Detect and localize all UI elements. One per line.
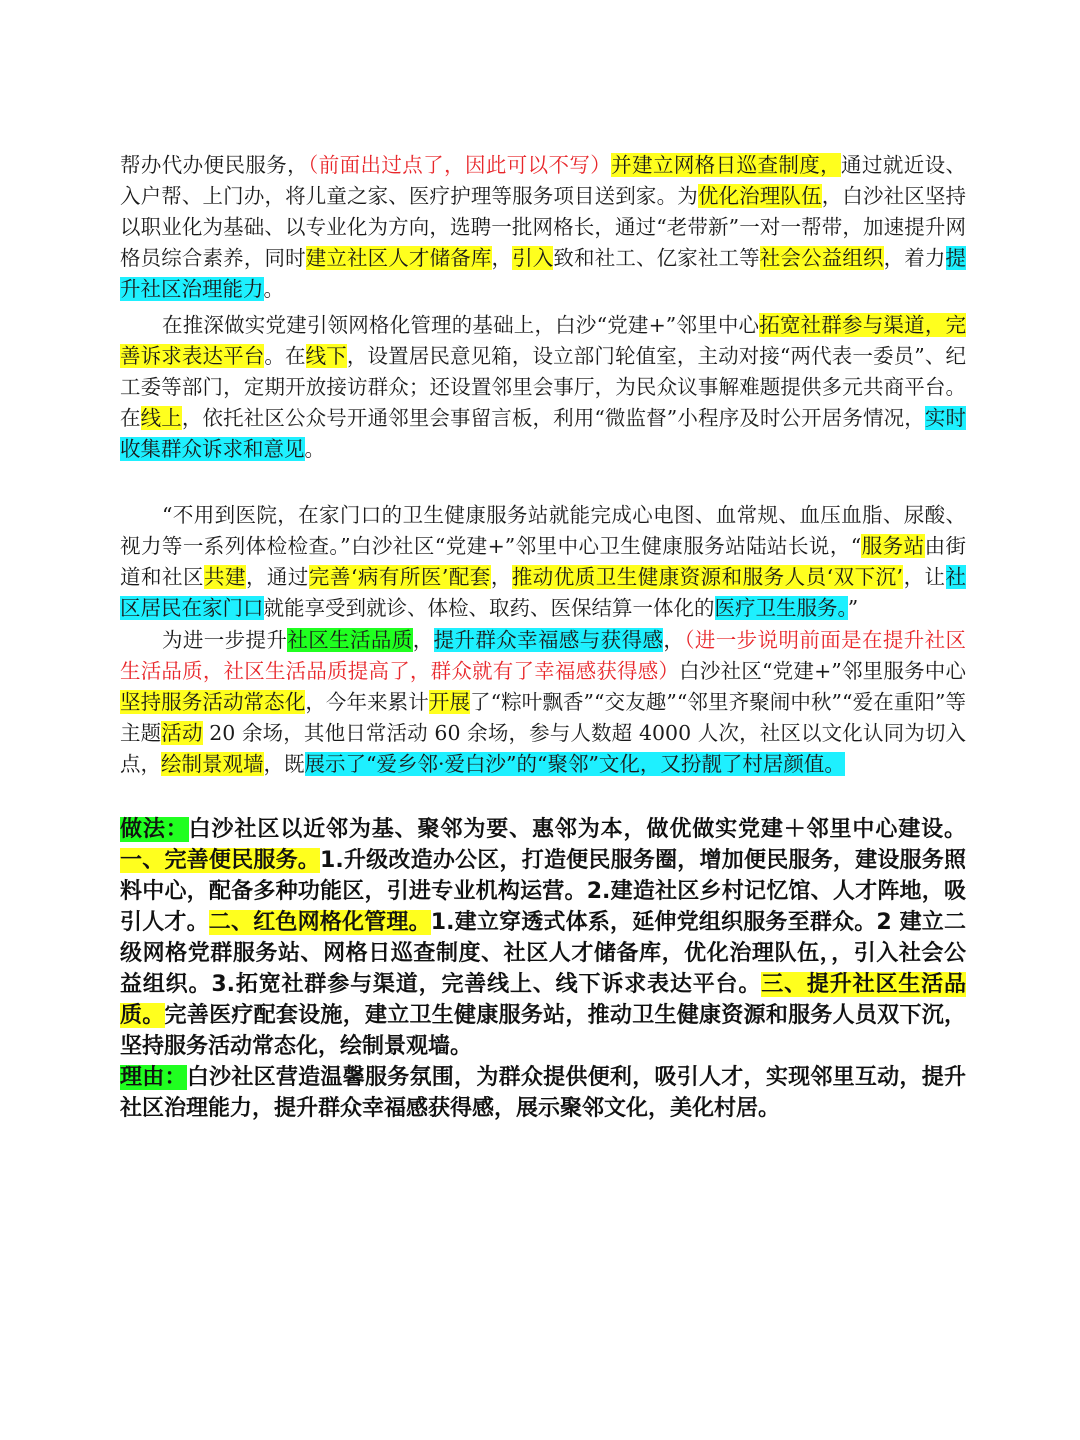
highlight-cyan: 社区居民在家门口 [120, 565, 967, 620]
text-run: ，依托社区公众号开通邻里会事留言板，利用“微监督”小程序及时公开居务情况， [181, 406, 925, 430]
highlight-yellow: 建立社区人才储备库 [305, 246, 492, 270]
highlight-yellow: 拓宽社群参与渠道，完善诉求表达平台 [120, 313, 967, 368]
text-run: 由街道和社区 [120, 534, 967, 589]
highlight-yellow: 绘制景观墙 [161, 752, 264, 776]
text-run: ，既 [263, 752, 305, 776]
text-run: 1.建立穿透式体系，延伸党组织服务至群众。2 建立二级网格党群服务站、网格日巡查制度、社区人才储备库，优化治理队伍，，引入社会公益组织。3.拓宽社群参与渠道，完善线上、线下诉求表达平台。 [120, 910, 966, 997]
summary-paragraph [120, 814, 966, 1124]
highlight-yellow: 社会公益组织 [759, 246, 884, 270]
text-run: ， [663, 628, 685, 652]
text-run: ，今年来累计 [305, 690, 429, 714]
text-run: 为进一步提升 [162, 628, 288, 652]
highlight-cyan: 展示了“爱乡邻·爱白沙”的“聚邻”文化，又扮靓了村居颜值。 [304, 752, 845, 776]
section-heading-2: 二、红色网格化管理。 [208, 910, 431, 935]
red-note: （进一步说明前面是在提升社区生活品质，社区生活品质提高了，群众就有了幸福感获得感） [120, 628, 967, 683]
text-run: ” [847, 596, 859, 620]
text-run: ，让 [903, 565, 946, 589]
text-run: ，通过 [245, 565, 309, 589]
highlight-yellow: 并建立网格日巡查制度， [611, 153, 842, 177]
highlight-yellow: 推动优质卫生健康资源和服务人员‘双下沉’ [511, 565, 904, 589]
text-run: 白沙社区“党建+”邻里服务中心 [679, 659, 967, 683]
highlight-yellow: 开展 [428, 690, 471, 714]
highlight-cyan: 提升群众幸福感与获得感 [433, 628, 664, 652]
paragraph-2 [120, 310, 966, 465]
text-run: 致和社工、亿家社工等 [553, 246, 760, 270]
text-run: 。在 [264, 344, 306, 368]
highlight-yellow: 坚持服务活动常态化 [120, 690, 306, 714]
text-run: 通过就近设、入户帮、上门办，将儿童之家、医疗护理等服务项目送到家。为 [120, 153, 967, 208]
red-note: （前面出过点了，因此可以不写） [308, 153, 612, 177]
label-reason: 理由： [120, 1065, 187, 1090]
highlight-yellow: 服务站 [861, 534, 925, 558]
highlight-yellow: 完善‘病有所医’配套 [308, 565, 491, 589]
text-run: 白沙社区营造温馨服务氛围，为群众提供便利，吸引人才，实现邻里互动，提升社区治理能力，提升群众幸福感获得感，展示聚邻文化，美化村居。 [120, 1065, 966, 1121]
text-run: ，白沙社区坚持以职业化为基础、以专业化为方向，选聘一批网格长，通过“老带新”一对一帮带，加速提升网格员综合素养，同时 [120, 184, 967, 270]
highlight-yellow: 引入 [512, 246, 554, 270]
text-run: 帮办代办便民服务， [120, 153, 309, 177]
text-run: ， [491, 246, 513, 270]
text-run: ，设置居民意见箱，设立部门轮值室，主动对接“两代表一委员”、纪工委等部门，定期开放接访群众；还设置邻里会事厅，为民众议事解难题提供多元共商平台。在 [120, 344, 966, 430]
highlight-cyan: 医疗卫生服务。 [714, 596, 848, 620]
label-method: 做法： [120, 817, 189, 842]
text-run: ，着力 [883, 246, 946, 270]
section-heading-1: 一、完善便民服务。 [120, 848, 321, 873]
text-run: 就能享受到就诊、体检、取药、医保结算一体化的 [263, 596, 715, 620]
highlight-yellow: 线上 [140, 406, 182, 430]
text-run: 了“粽叶飘香”“交友趣”“邻里齐聚闹中秋”“爱在重阳”等主题 [120, 690, 967, 745]
text-run: 。 [304, 437, 325, 461]
paragraph-3 [120, 500, 966, 624]
text-run: “不用到医院，在家门口的卫生健康服务站就能完成心电图、血常规、血压血脂、尿酸、视力等一系列体检检查。”白沙社区“党建+”邻里中心卫生健康服务站陆站长说，“ [120, 503, 966, 558]
highlight-yellow: 线下 [305, 344, 347, 368]
text-run: 。 [263, 277, 284, 301]
highlight-cyan: 提升社区治理能力 [120, 246, 967, 301]
text-run: 在推深做实党建引领网格化管理的基础上，白沙“党建+”邻里中心 [162, 313, 760, 337]
text-run: ， [490, 565, 512, 589]
highlight-yellow: 优化治理队伍 [697, 184, 822, 208]
highlight-yellow: 活动 [161, 721, 203, 745]
text-run: 白沙社区以近邻为基、聚邻为要、惠邻为本，做优做实党建＋邻里中心建设。 [188, 817, 966, 842]
paragraph-4 [120, 625, 966, 780]
highlight-green: 社区生活品质 [287, 628, 413, 652]
text-run: 完善医疗配套设施，建立卫生健康服务站，推动卫生健康资源和服务人员双下沉，坚持服务活动常态化，绘制景观墙。 [120, 1003, 966, 1059]
text-run: 20 余场，其他日常活动 60 余场，参与人数超 4000 人次，社区以文化认同为切入点， [120, 721, 967, 776]
text-run: 1.升级改造办公区，打造便民服务圈，增加便民服务，建设服务照料中心，配备多种功能区，引进专业机构运营。2.建造社区乡村记忆馆、人才阵地，吸引人才。 [120, 848, 966, 935]
paragraph-1 [120, 150, 966, 305]
text-run: ， [412, 628, 434, 652]
highlight-yellow: 共建 [203, 565, 246, 589]
highlight-cyan: 实时收集群众诉求和意见 [120, 406, 966, 461]
section-heading-3: 三、提升社区生活品质。 [120, 972, 966, 1028]
